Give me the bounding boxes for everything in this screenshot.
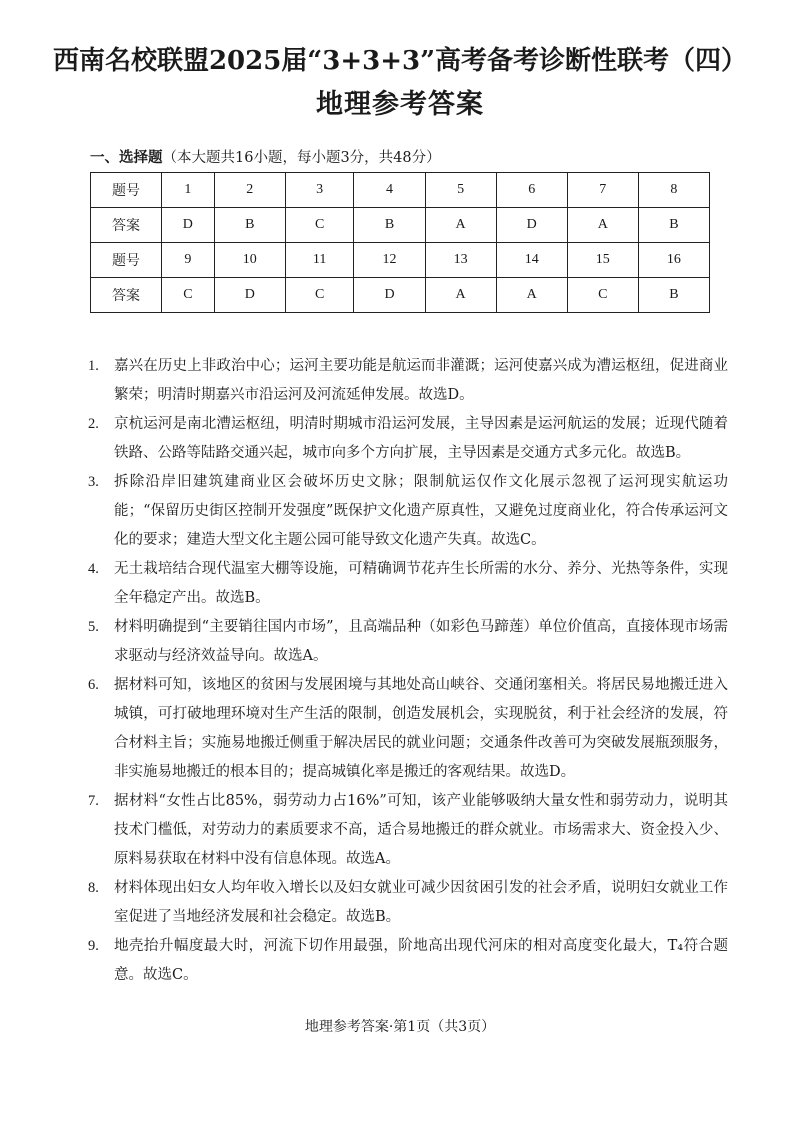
row-label: 答案 [91,208,162,243]
answer-cell: 12 [354,243,425,278]
document-title: 西南名校联盟2025届“3+3+3”高考备考诊断性联考（四） [52,46,748,76]
item-number: 8. [88,880,99,896]
answer-cell: 14 [496,243,567,278]
item-text: 据材料“女性占比85%，弱劳动力占16%”可知，该产业能够吸纳大量女性和弱劳动力，说明其技术门槛低，对劳动力的素质要求不高，适合易地搬迁的群众就业。市场需求大、资金投入少、原料易获取在材料中没有信息体现。故选A。 [114,793,728,867]
answer-cell: 3 [285,173,354,208]
answer-cell: A [425,208,496,243]
answer-cell: C [162,278,215,313]
explanation-list [88,352,728,990]
answer-cell: 16 [638,243,709,278]
item-number: 9. [88,938,99,954]
item-text: 嘉兴在历史上非政治中心；运河主要功能是航运而非灌溉；运河使嘉兴成为漕运枢纽，促进商业繁荣；明清时期嘉兴市沿运河及河流延伸发展。故选D。 [114,358,728,403]
explanation-item [88,874,728,932]
explanation-item [88,352,728,410]
answer-cell: B [354,208,425,243]
answer-cell: 15 [567,243,638,278]
answer-cell: 4 [354,173,425,208]
section-heading [90,146,441,167]
answer-cell: A [496,278,567,313]
explanation-item [88,410,728,468]
answer-cell: 9 [162,243,215,278]
answer-cell: 1 [162,173,215,208]
explanation-item [88,932,728,990]
answer-table-row [91,173,710,208]
answer-cell: B [638,208,709,243]
item-number: 4. [88,561,99,577]
answer-cell: 8 [638,173,709,208]
answer-cell: D [162,208,215,243]
item-text: 拆除沿岸旧建筑建商业区会破坏历史文脉；限制航运仅作文化展示忽视了运河现实航运功能；“保留历史街区控制开发强度”既保护文化遗产原真性，又避免过度商业化，符合传承运河文化的要求；建造大型文化主题公园可能导致文化遗产失真。故选C。 [114,474,728,548]
explanation-item [88,468,728,555]
answer-cell: B [214,208,285,243]
explanation-item [88,555,728,613]
answer-table [90,172,710,313]
answer-table-row [91,243,710,278]
item-number: 5. [88,619,99,635]
item-text: 材料明确提到“主要销往国内市场”，且高端品种（如彩色马蹄莲）单位价值高，直接体现市场需求驱动与经济效益导向。故选A。 [114,619,728,664]
answer-table-row [91,278,710,313]
item-number: 2. [88,416,99,432]
answer-cell: C [567,278,638,313]
answer-cell: 10 [214,243,285,278]
explanation-item [88,613,728,671]
item-number: 3. [88,474,99,490]
section-title: 一、选择题 [90,149,163,166]
answer-cell: C [285,208,354,243]
item-number: 1. [88,358,99,374]
answer-cell: 5 [425,173,496,208]
row-label: 题号 [91,243,162,278]
page-footer: 地理参考答案·第1页（共3页） [304,1019,496,1035]
answer-cell: 11 [285,243,354,278]
row-label: 答案 [91,278,162,313]
answer-cell: 6 [496,173,567,208]
item-text: 无土栽培结合现代温室大棚等设施，可精确调节花卉生长所需的水分、养分、光热等条件，实现全年稳定产出。故选B。 [114,561,728,606]
row-label: 题号 [91,173,162,208]
item-text: 材料体现出妇女人均年收入增长以及妇女就业可减少因贫困引发的社会矛盾，说明妇女就业工作室促进了当地经济发展和社会稳定。故选B。 [114,880,728,925]
item-text: 地壳抬升幅度最大时，河流下切作用最强，阶地高出现代河床的相对高度变化最大，T₄符合题意。故选C。 [114,938,728,983]
answer-cell: B [638,278,709,313]
answer-cell: 13 [425,243,496,278]
answer-cell: C [285,278,354,313]
item-number: 7. [88,793,99,809]
answer-cell: 2 [214,173,285,208]
section-note: （本大题共16小题，每小题3分，共48分） [162,150,441,166]
document-subtitle: 地理参考答案 [316,89,484,120]
item-number: 6. [88,677,99,693]
answer-cell: D [354,278,425,313]
item-text: 据材料可知，该地区的贫困与发展困境与其地处高山峡谷、交通闭塞相关。将居民易地搬迁进入城镇，可打破地理环境对生产生活的限制，创造发展机会，实现脱贫，利于社会经济的发展，符合材料主旨；实施易地搬迁侧重于解决居民的就业问题；交通条件改善可为突破发展瓶颈服务，非实施易地搬迁的根本目的；提高城镇化率是搬迁的客观结果。故选D。 [114,677,728,780]
answer-cell: D [496,208,567,243]
explanation-item [88,671,728,787]
answer-cell: A [425,278,496,313]
explanation-item [88,787,728,874]
answer-cell: 7 [567,173,638,208]
item-text: 京杭运河是南北漕运枢纽，明清时期城市沿运河发展，主导因素是运河航运的发展；近现代随着铁路、公路等陆路交通兴起，城市向多个方向扩展，主导因素是交通方式多元化。故选B。 [114,416,728,461]
answer-cell: D [214,278,285,313]
answer-table-row [91,208,710,243]
answer-cell: A [567,208,638,243]
